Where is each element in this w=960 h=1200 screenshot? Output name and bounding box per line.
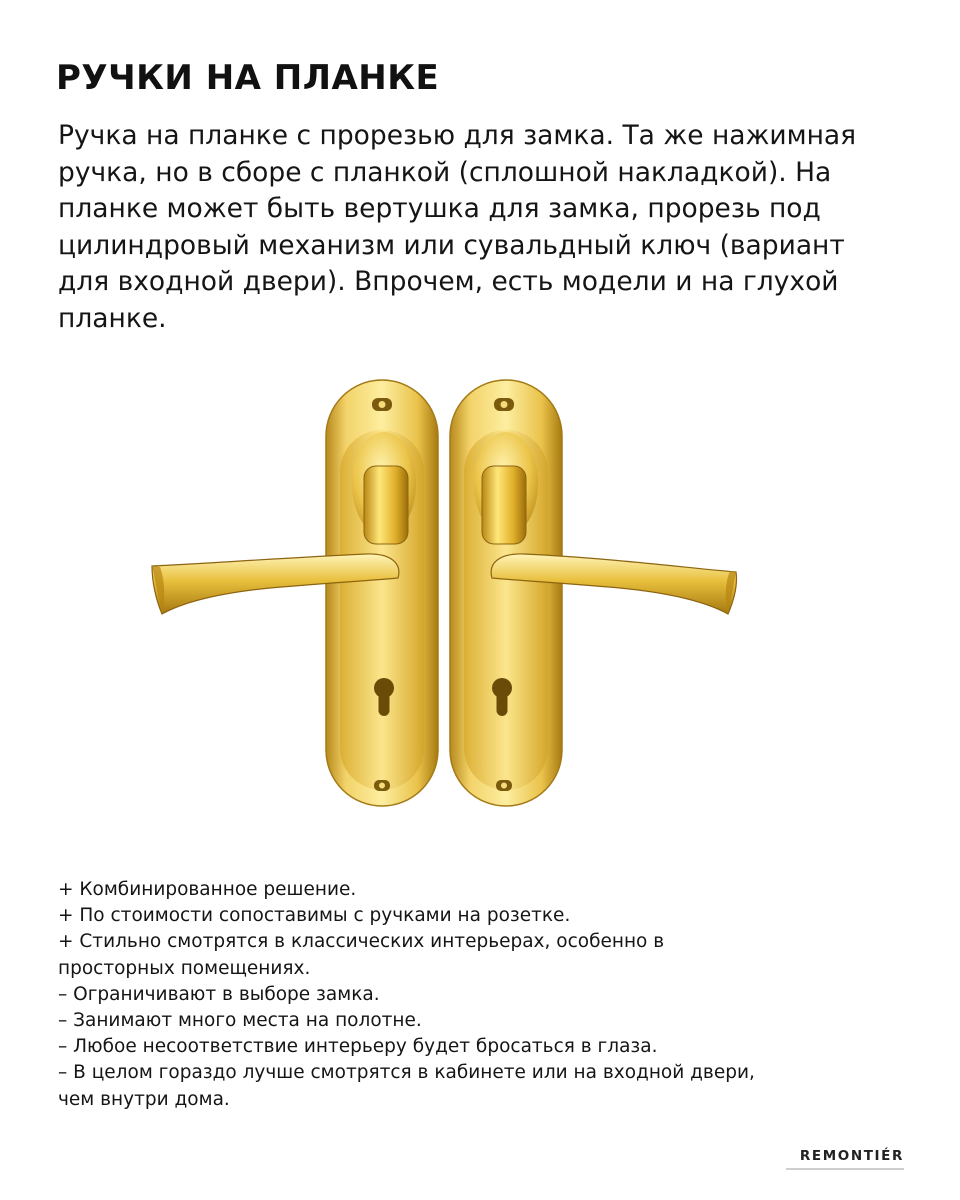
right-plate <box>450 380 562 806</box>
list-item: – Ограничивают в выборе замка. <box>58 983 380 1005</box>
door-handle-illustration <box>140 368 760 818</box>
door-handle-on-plate-pair-icon <box>140 368 760 818</box>
brand-name: REMONTIÉR <box>799 1148 904 1164</box>
list-item: + По стоимости сопоставимы с ручками на розетке. <box>58 905 571 927</box>
intro-line: планке. <box>58 302 167 334</box>
list-item: – В целом гораздо лучше смотрятся в кабинете или на входной двери, <box>58 1062 755 1084</box>
list-item: – Занимают много места на полотне. <box>58 1010 422 1032</box>
brand-tagline-rule <box>786 1168 904 1170</box>
intro-line: ручка, но в сборе с планкой (сплошной накладкой). На <box>58 156 832 188</box>
intro-line: цилиндровый механизм или сувальдный ключ (вариант <box>58 229 845 261</box>
pros-cons-list <box>58 877 918 1113</box>
page-title: РУЧКИ НА ПЛАНКЕ <box>56 58 440 98</box>
intro-line: планке может быть вертушка для замка, прорезь под <box>58 193 821 224</box>
intro-line: для входной двери). Впрочем, есть модели и на глухой <box>58 266 839 297</box>
intro-line: Ручка на планке с прорезью для замка. Та же нажимная <box>58 120 857 151</box>
list-item: + Комбинированное решение. <box>58 879 357 900</box>
list-item: просторных помещениях. <box>58 957 311 979</box>
list-item: + Стильно смотрятся в классических интерьерах, особенно в <box>58 931 665 953</box>
list-item: чем внутри дома. <box>58 1088 230 1110</box>
left-plate <box>326 380 438 806</box>
intro-paragraph <box>58 118 918 337</box>
list-item: – Любое несоответствие интерьеру будет бросаться в глаза. <box>58 1036 658 1058</box>
brand-logo <box>786 1148 904 1170</box>
